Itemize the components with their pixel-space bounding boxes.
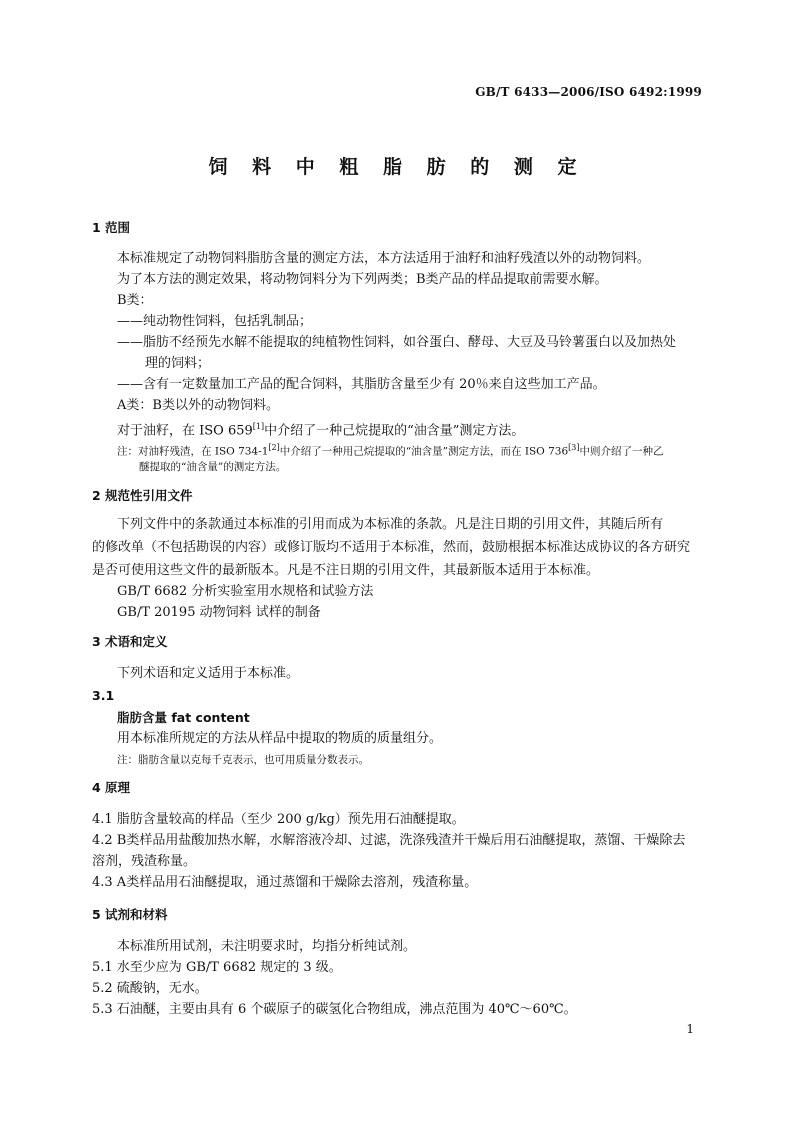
- s1-dash-1: ——纯动物性饲料，包括乳制品；: [117, 314, 313, 329]
- section-2-heading: 2 规范性引用文件: [92, 488, 193, 503]
- s2-para-line-2: 的修改单（不包括勘误的内容）或修订版均不适用于本标准，然而，鼓励根据本标准达成协议的各方研究: [92, 540, 691, 555]
- s1-para-3: B类：: [117, 293, 153, 308]
- ref-3: [3]: [568, 443, 580, 452]
- s1-note-a: 注：对油籽残渣，在 ISO 734-1: [117, 445, 269, 458]
- s1-dash-2a: ——脂肪不经预先水解不能提取的纯植物性饲料，如谷蛋白、酵母、大豆及马铃薯蛋白以及加热处: [117, 335, 677, 350]
- s2-para-line-3: 是否可使用这些文件的最新版本。凡是不注日期的引用文件，其最新版本适用于本标准。: [92, 563, 600, 578]
- s1-note-c: 中则介绍了一种乙: [579, 445, 664, 458]
- s1-dash-2b: 理的饲料；: [145, 356, 211, 371]
- s2-para-line-1: 下列文件中的条款通过本标准的引用而成为本标准的条款。凡是注日期的引用文件，其随后所有: [117, 517, 664, 532]
- s1-dash-3: ——含有一定数量加工产品的配合饲料，其脂肪含量至少有 20％来自这些加工产品。: [117, 377, 606, 392]
- s1-para-2: 为了本方法的测定效果，将动物饲料分为下列两类；B类产品的样品提取前需要水解。: [117, 272, 608, 287]
- s2-reference-2: GB/T 20195 动物饲料 试样的制备: [117, 605, 321, 620]
- s4-clause-2-line-2: 溶剂，残渣称量。: [92, 854, 197, 869]
- s1-note-b: 中介绍了一种用己烷提取的“油含量”测定方法，而在 ISO 736: [279, 445, 569, 458]
- s2-reference-1: GB/T 6682 分析实验室用水规格和试验方法: [117, 584, 374, 599]
- standard-code: GB/T 6433—2006/ISO 6492:1999: [475, 85, 702, 99]
- s5-clause-3: 5.3 石油醚，主要由具有 6 个碳原子的碳氢化合物组成，沸点范围为 40℃～60℃。: [92, 1002, 577, 1017]
- s4-clause-1: 4.1 脂肪含量较高的样品（至少 200 g/kg）预先用石油醚提取。: [92, 812, 465, 827]
- section-1-heading: 1 范围: [92, 220, 131, 235]
- page-number: 1: [686, 1022, 694, 1036]
- s3-term: 脂肪含量 fat content: [117, 710, 250, 725]
- s1-para-1: 本标准规定了动物饲料脂肪含量的测定方法，本方法适用于油籽和油籽残渣以外的动物饲料。: [117, 251, 651, 266]
- section-4-heading: 4 原理: [92, 780, 131, 795]
- s3-para-1: 下列术语和定义适用于本标准。: [117, 666, 300, 681]
- s4-clause-2-line-1: 4.2 B类样品用盐酸加热水解，水解溶液冷却、过滤，洗涤残渣并干燥后用石油醚提取，蒸馏、干燥除去: [92, 833, 686, 848]
- s5-clause-1: 5.1 水至少应为 GB/T 6682 规定的 3 级。: [92, 960, 342, 975]
- ref-1: [1]: [252, 422, 265, 431]
- s1-para-4: A类：B类以外的动物饲料。: [117, 398, 279, 413]
- s1-para-5-a: 对于油籽，在 ISO 659: [117, 423, 253, 439]
- s1-para-5-b: 中介绍了一种己烷提取的“油含量”测定方法。: [264, 423, 525, 439]
- s1-note-line-2: 醚提取的“油含量”的测定方法。: [139, 461, 287, 473]
- s3-definition: 用本标准所规定的方法从样品中提取的物质的质量组分。: [117, 731, 443, 746]
- section-5-heading: 5 试剂和材料: [92, 907, 168, 922]
- ref-2: [2]: [268, 443, 280, 452]
- section-3-heading: 3 术语和定义: [92, 634, 168, 649]
- s5-clause-2: 5.2 硫酸钠，无水。: [92, 981, 208, 996]
- s5-para-1: 本标准所用试剂，未注明要求时，均指分析纯试剂。: [117, 939, 417, 954]
- s3-clause-number: 3.1: [92, 688, 115, 703]
- s4-clause-3: 4.3 A类样品用石油醚提取，通过蒸馏和干燥除去溶剂，残渣称量。: [92, 875, 478, 890]
- page-title: 饲 料 中 粗 脂 肪 的 测 定: [208, 156, 586, 178]
- s3-note: 注：脂肪含量以克每千克表示，也可用质量分数表示。: [117, 754, 369, 766]
